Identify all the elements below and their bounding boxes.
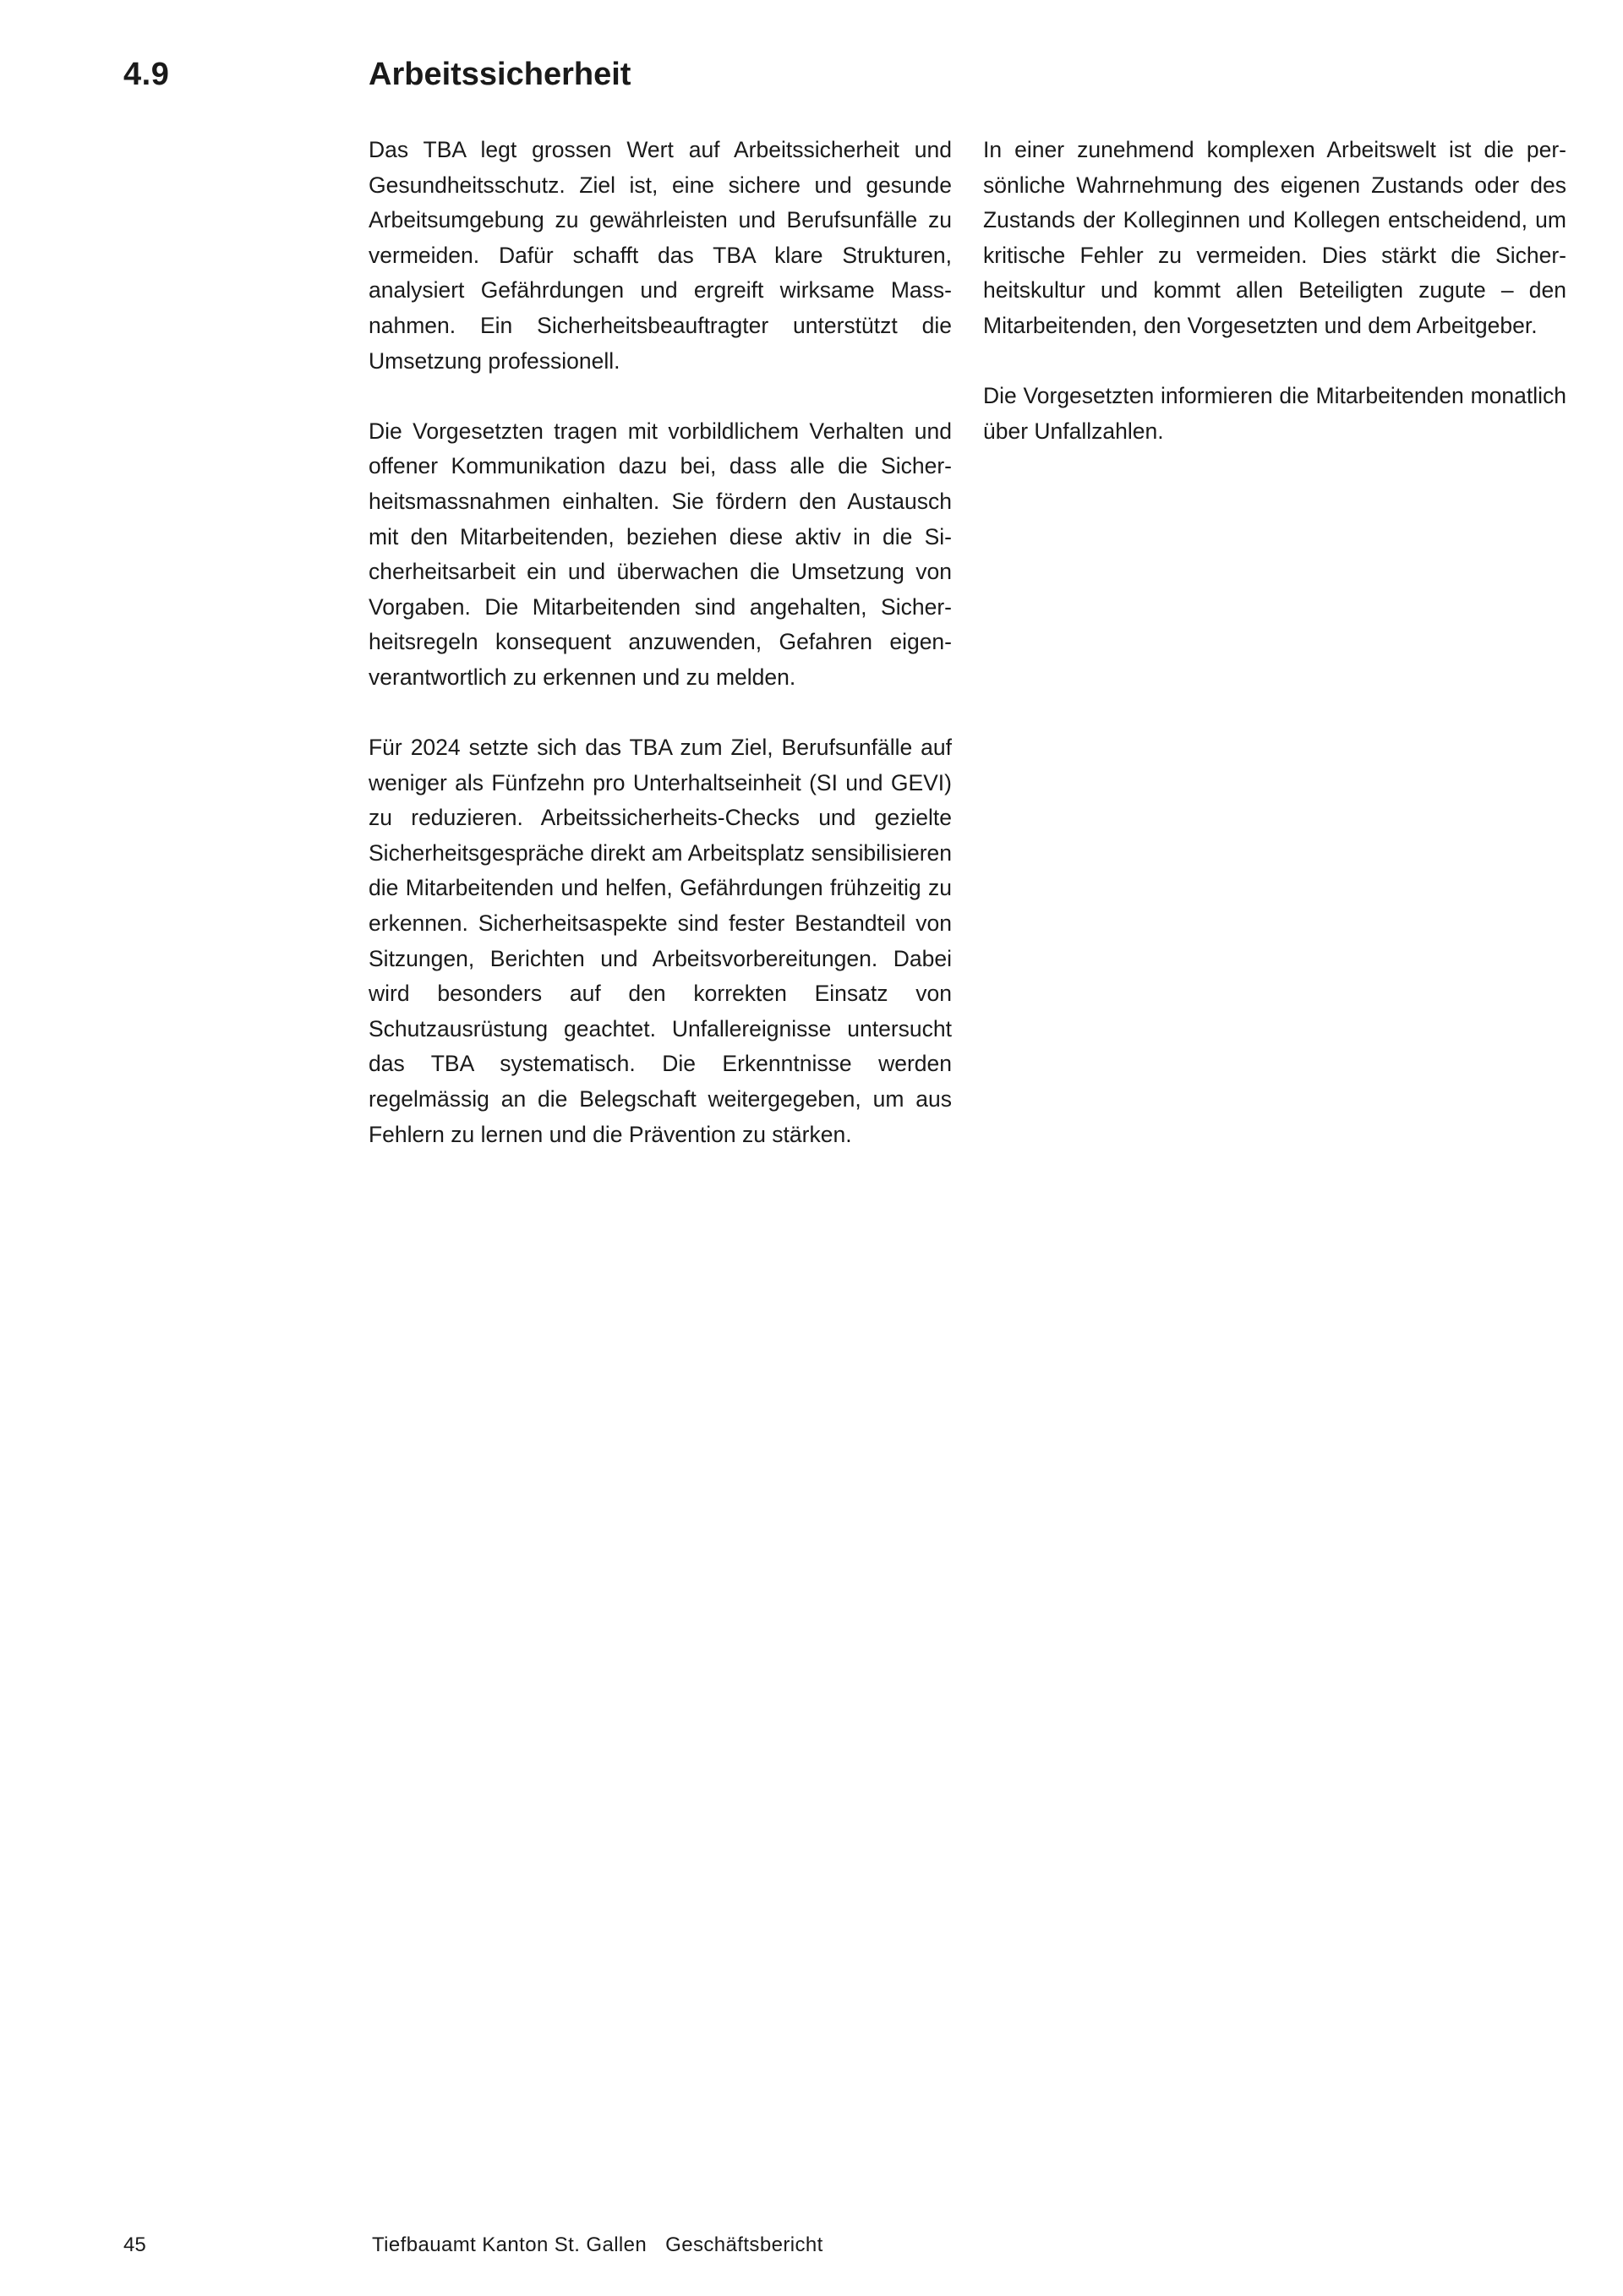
paragraph: Die Vorgesetzten tragen mit vorbildlichem Verhalten und offener Kommunikation dazu bei, dass alle die Sicherheitsmassnahmen einhalten. Sie fördern den Austausch mit den Mitarbeitenden, beziehen diese aktiv in die Sicherheitsarbeit ein und überwachen die Umsetzung von Vorgaben. Die Mitarbeitenden sind angehalten, Sicherheitsregeln konsequent anzuwenden, Gefahren eigenverantwortlich zu erkennen und zu melden. xyxy=(369,418,952,690)
paragraph: In einer zunehmend komplexen Arbeitswelt ist die persönliche Wahrnehmung des eigenen Zustands oder des Zustands der Kolleginnen und Kollegen entscheidend, um kritische Fehler zu vermeiden. Dies stärkt die Sicherheitskultur und kommt allen Beteiligten zugute – den Mitarbeitenden, den Vorgesetzten und dem Arbeitgeber. xyxy=(983,137,1566,338)
paragraph: Das TBA legt grossen Wert auf Arbeitssicherheit und Gesundheitsschutz. Ziel ist, eine sichere und gesunde Arbeitsumgebung zu gewährleisten und Berufsunfälle zu vermeiden. Dafür schafft das TBA klare Strukturen, analysiert Gefährdungen und ergreift wirksame Massnahmen. Ein Sicherheitsbeauftragter unterstützt die Umsetzung professionell. xyxy=(369,137,952,374)
footer-document-title: Geschäftsbericht xyxy=(665,2233,823,2256)
paragraph: Für 2024 setzte sich das TBA zum Ziel, Berufsunfälle auf weniger als Fünfzehn pro Unterhaltseinheit (SI und GEVI) zu reduzieren. Arbeitssicherheits-Checks und gezielte Sicherheitsgespräche direkt am Arbeitsplatz sensibilisieren die Mitarbeitenden und helfen, Gefährdungen frühzeitig zu erkennen. Sicherheitsaspekte sind fester Bestandteil von Sitzungen, Berichten und Arbeitsvorbereitungen. Dabei wird besonders auf den korrekten Einsatz von Schutzausrüstung geachtet. Unfallereignisse untersucht das TBA systematisch. Die Erkenntnisse werden regelmässig an die Belegschaft weitergegeben, um aus Fehlern zu lernen und die Prävention zu stärken. xyxy=(369,735,952,1147)
footer-organization: Tiefbauamt Kanton St. Gallen xyxy=(372,2233,648,2256)
text-column-left xyxy=(369,133,952,1152)
section-title: Arbeitssicherheit xyxy=(369,57,631,92)
footer-publication xyxy=(372,2233,823,2258)
section-number: 4.9 xyxy=(123,57,170,92)
page-number: 45 xyxy=(123,2233,146,2256)
text-column-right xyxy=(983,133,1566,449)
paragraph: Die Vorgesetzten informieren die Mitarbeitenden monatlich über Unfallzahlen. xyxy=(983,383,1566,444)
